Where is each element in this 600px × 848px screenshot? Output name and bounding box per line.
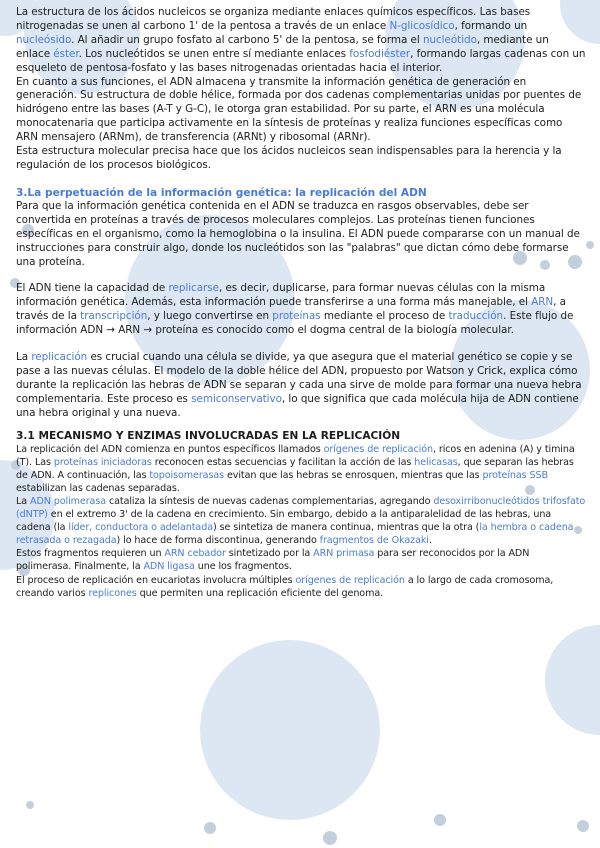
intro-paragraph-2 [16,76,586,146]
highlighted-term: N-glicosídico [389,19,455,32]
text-run: , lo que significa que cada molécula hija de ADN contiene una hebra original y una nueva. [16,392,579,419]
highlighted-term: traducción [448,310,504,323]
highlighted-term: fragmentos de Okazaki [319,535,429,547]
text-run: que permiten una replicación eficiente del genoma. [136,587,384,599]
highlighted-term: ADN polimerasa [29,495,106,507]
text-run: sintetizado por la [225,548,314,560]
section-3-1-heading: 3.1 MECANISMO Y ENZIMAS INVOLUCRADAS EN LA REPLICACIÓN [16,429,401,442]
text-run: para ser reconocidos por la ADN polimerasa. Finalmente, la [16,548,530,573]
highlighted-term: líder, conductora o adelantada [68,522,213,534]
highlighted-term: proteínas iniciadoras [53,456,152,468]
highlighted-term: proteínas [272,310,321,323]
section-3-1-paragraph-1 [16,443,586,495]
highlighted-term: ARN primasa [313,548,375,560]
section-3-paragraph-3 [16,351,586,421]
highlighted-term: proteínas SSB [482,469,548,481]
highlighted-term: éster [53,47,79,60]
highlighted-term: helicasas [414,456,458,468]
text-run: reconocen estas secuencias y facilitan la acción de las [151,456,415,468]
decor-blob [545,625,600,735]
text-run: cataliza la síntesis de nuevas cadenas complementarias, agregando [106,495,434,507]
section-3-1-paragraph-4 [16,574,586,600]
highlighted-term: replicarse [168,282,219,295]
text-run: es crucial cuando una célula se divide, ya que asegura que el material genético se copie y se pase a las nuevas células. El modelo de la doble hélice del ADN, propuesto por Watson y Crick, explica cómo durante la replicación las hebras de ADN se separan y cada una sirve de molde para formar una nueva hebra complementaria. Este proceso es [16,351,582,405]
highlighted-term: ARN [531,296,554,309]
highlighted-term: orígenes de replicación [323,443,433,455]
text-run: une los fragmentos. [194,561,292,573]
intro-paragraph-3 [16,145,586,173]
text-run: ) lo hace de forma discontinua, generando [116,535,320,547]
text-run: , formando largas cadenas con un esqueleto de pentosa-fosfato y las bases nitrogenadas orientadas hacia el interior. [16,47,586,74]
text-run: , es decir, duplicarse, para formar nuevas células con la misma información genética. Además, esta información puede transferirse a una forma más manejable, el [16,282,546,309]
text-run: El ADN tiene la capacidad de [16,282,169,295]
highlighted-term: orígenes de replicación [295,574,405,586]
text-run: estabilizan las cadenas separadas. [16,482,180,494]
text-run: , y luego convertirse en [147,310,273,323]
text-run: El proceso de replicación en eucariotas involucra múltiples [16,574,296,586]
section-3-paragraph-1 [16,200,586,270]
text-run: La replicación del ADN comienza en puntos específicos llamados [16,443,324,455]
text-run: a lo largo de cada cromosoma, creando varios [16,574,554,599]
decor-dot [577,820,589,832]
highlighted-term: desoxirribonucleótidos trifosfato (dNTP) [16,495,586,521]
text-run: La [16,351,32,364]
highlighted-term: fosfodiéster [349,47,411,60]
section-3-paragraph-2 [16,282,586,338]
highlighted-term: ARN cebador [164,548,226,560]
text-run: En cuanto a sus funciones, el ADN almacena y transmite la información genética de generación en generación. Su estructura de doble hélice, formada por dos cadenas complementarias unidas por puentes de hidrógeno entre las bases (A-T y G-C), le otorga gran estabilidad. Por su parte, el ARN es una molécula monocatenaria que participa activamente en la síntesis de proteínas y realiza funciones específicas como ARN mensajero (ARNm), de transferencia (ARNt) y ribosomal (ARNr). [16,75,582,144]
text-run: . [428,535,432,547]
decor-dot [434,814,446,826]
text-run: Para que la información genética contenida en el ADN se traduzca en rasgos observables, debe ser convertida en proteínas a través de procesos moleculares complejos. Las proteínas tienen funciones específicas en el organismo, como la hemoglobina o la insulina. El ADN puede compararse con un manual de instrucciones para construir algo, donde los nucleótidos son las "palabras" que dictan cómo debe formarse una proteína. [16,199,580,268]
text-run: Esta estructura molecular precisa hace que los ácidos nucleicos sean indispensables para la herencia y la regulación de los procesos biológicos. [16,145,562,171]
highlighted-term: ADN ligasa [143,561,195,573]
highlighted-term: nucleósido [16,33,72,46]
decor-dot [586,241,594,249]
text-run: , a través de la [16,296,566,323]
highlighted-term: nucleótido [422,33,477,46]
highlighted-term: replicones [88,587,137,599]
text-run: La estructura de los ácidos nucleicos se organiza mediante enlaces químicos específicos. Las bases nitrogenadas se unen al carbono 1' de la pentosa a través de un enlace [16,6,531,32]
highlighted-term: replicación [31,351,88,364]
text-run: en el extremo 3' de la cadena en crecimiento. Sin embargo, debido a la antiparalelidad de las hebras, una cadena (la [16,509,552,534]
text-run: . Al añadir un grupo fosfato al carbono 5' de la pentosa, se forma el [71,33,423,46]
text-run: . Este flujo de información ADN → ARN → proteína es conocido como el dogma central de la biología molecular. [16,310,574,337]
text-run: . Los nucleótidos se unen entre sí mediante enlaces [78,47,350,60]
section-3-heading: 3.La perpetuación de la información genética: la replicación del ADN [16,186,427,199]
text-run: , ricos en adenina (A) y timina (T). Las [16,443,575,468]
decor-blob [200,640,380,820]
text-run: ) se sintetiza de manera continua, mientras que la otra ( [212,522,480,534]
intro-paragraph-1 [16,6,586,76]
text-run: Estos fragmentos requieren un [16,548,165,560]
text-run: evitan que las hebras se enrosquen, mientras que las [224,469,483,481]
section-3-1-paragraph-3 [16,547,586,573]
highlighted-term: transcripción [80,310,148,323]
text-run: La [16,495,30,507]
decor-dot [26,801,34,809]
decor-dot [323,831,337,845]
decor-dot [204,822,216,834]
text-run: mediante el proceso de [320,310,449,323]
highlighted-term: topoisomerasas [149,469,225,481]
text-run: , que separan las hebras de ADN. A continuación, las [16,456,574,481]
highlighted-term: semiconservativo [191,392,282,405]
highlighted-term: la hembra o cadena retrasada o rezagada [16,522,574,547]
text-run: , mediante un enlace [16,33,549,60]
section-3-1-paragraph-2 [16,495,586,547]
text-run: , formando un [454,19,528,32]
document-body [16,6,586,600]
